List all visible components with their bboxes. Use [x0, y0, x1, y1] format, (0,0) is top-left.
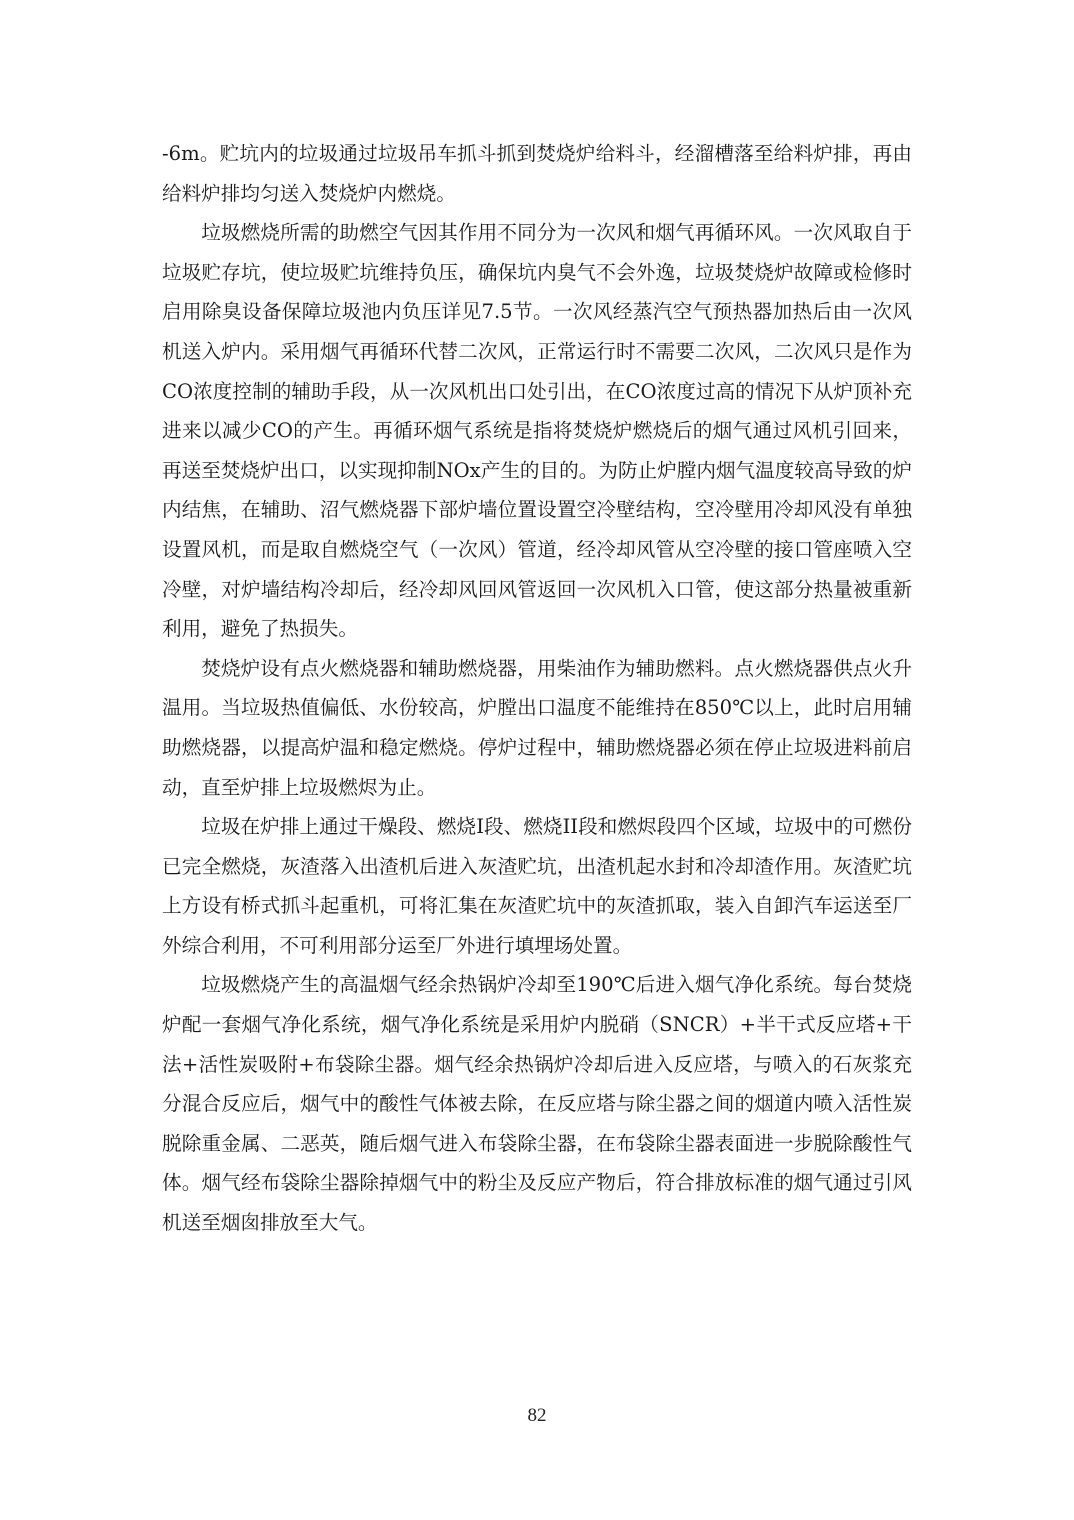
paragraph-5: 垃圾燃烧产生的高温烟气经余热锅炉冷却至190℃后进入烟气净化系统。每台焚烧炉配一套烟气净化系统，烟气净化系统是采用炉内脱硝（SNCR）+半干式反应塔+干法+活性炭吸附+布袋除尘器。烟气经余热锅炉冷却后进入反应塔，与喷入的石灰浆充分混合反应后，烟气中的酸性气体被去除，在反应塔与除尘器之间的烟道内喷入活性炭脱除重金属、二恶英，随后烟气进入布袋除尘器，在布袋除尘器表面进一步脱除酸性气体。烟气经布袋除尘器除掉烟气中的粉尘及反应产物后，符合排放标准的烟气通过引风机送至烟囱排放至大气。: [162, 973, 912, 1235]
paragraph-4: 垃圾在炉排上通过干燥段、燃烧I段、燃烧II段和燃烬段四个区域，垃圾中的可燃份已完全燃烧，灰渣落入出渣机后进入灰渣贮坑，出渣机起水封和冷却渣作用。灰渣贮坑上方设有桥式抓斗起重机，可将汇集在灰渣贮坑中的灰渣抓取，装入自卸汽车运送至厂外综合利用，不可利用部分运至厂外进行填埋场处置。: [162, 815, 912, 957]
page-number: 82: [527, 1405, 547, 1426]
paragraph-1: -6m。贮坑内的垃圾通过垃圾吊车抓斗抓到焚烧炉给料斗，经溜槽落至给料炉排，再由给料炉排均匀送入焚烧炉内燃烧。: [162, 142, 912, 205]
paragraph-3: 焚烧炉设有点火燃烧器和辅助燃烧器，用柴油作为辅助燃料。点火燃烧器供点火升温用。当垃圾热值偏低、水份较高，炉膛出口温度不能维持在850℃以上，此时启用辅助燃烧器，以提高炉温和稳定燃烧。停炉过程中，辅助燃烧器必须在停止垃圾进料前启动，直至炉排上垃圾燃烬为止。: [162, 656, 912, 799]
paragraph-2: 垃圾燃烧所需的助燃空气因其作用不同分为一次风和烟气再循环风。一次风取自于垃圾贮存坑，使垃圾贮坑维持负压，确保坑内臭气不会外逸，垃圾焚烧炉故障或检修时启用除臭设备保障垃圾池内负压详见7.5节。一次风经蒸汽空气预热器加热后由一次风机送入炉内。采用烟气再循环代替二次风，正常运行时不需要二次风，二次风只是作为CO浓度控制的辅助手段，从一次风机出口处引出，在CO浓度过高的情况下从炉顶补充进来以减少CO的产生。再循环烟气系统是指将焚烧炉燃烧后的烟气通过风机引回来，再送至焚烧炉出口，以实现抑制NOx产生的目的。为防止炉膛内烟气温度较高导致的炉内结焦，在辅助、沼气燃烧器下部炉墙位置设置空冷壁结构，空冷壁用冷却风没有单独设置风机，而是取自燃烧空气（一次风）管道，经冷却风管从空冷壁的接口管座喷入空冷壁，对炉墙结构冷却后，经冷却风回风管返回一次风机入口管，使这部分热量被重新利用，避免了热损失。: [162, 221, 912, 641]
body-text: [162, 134, 912, 1243]
